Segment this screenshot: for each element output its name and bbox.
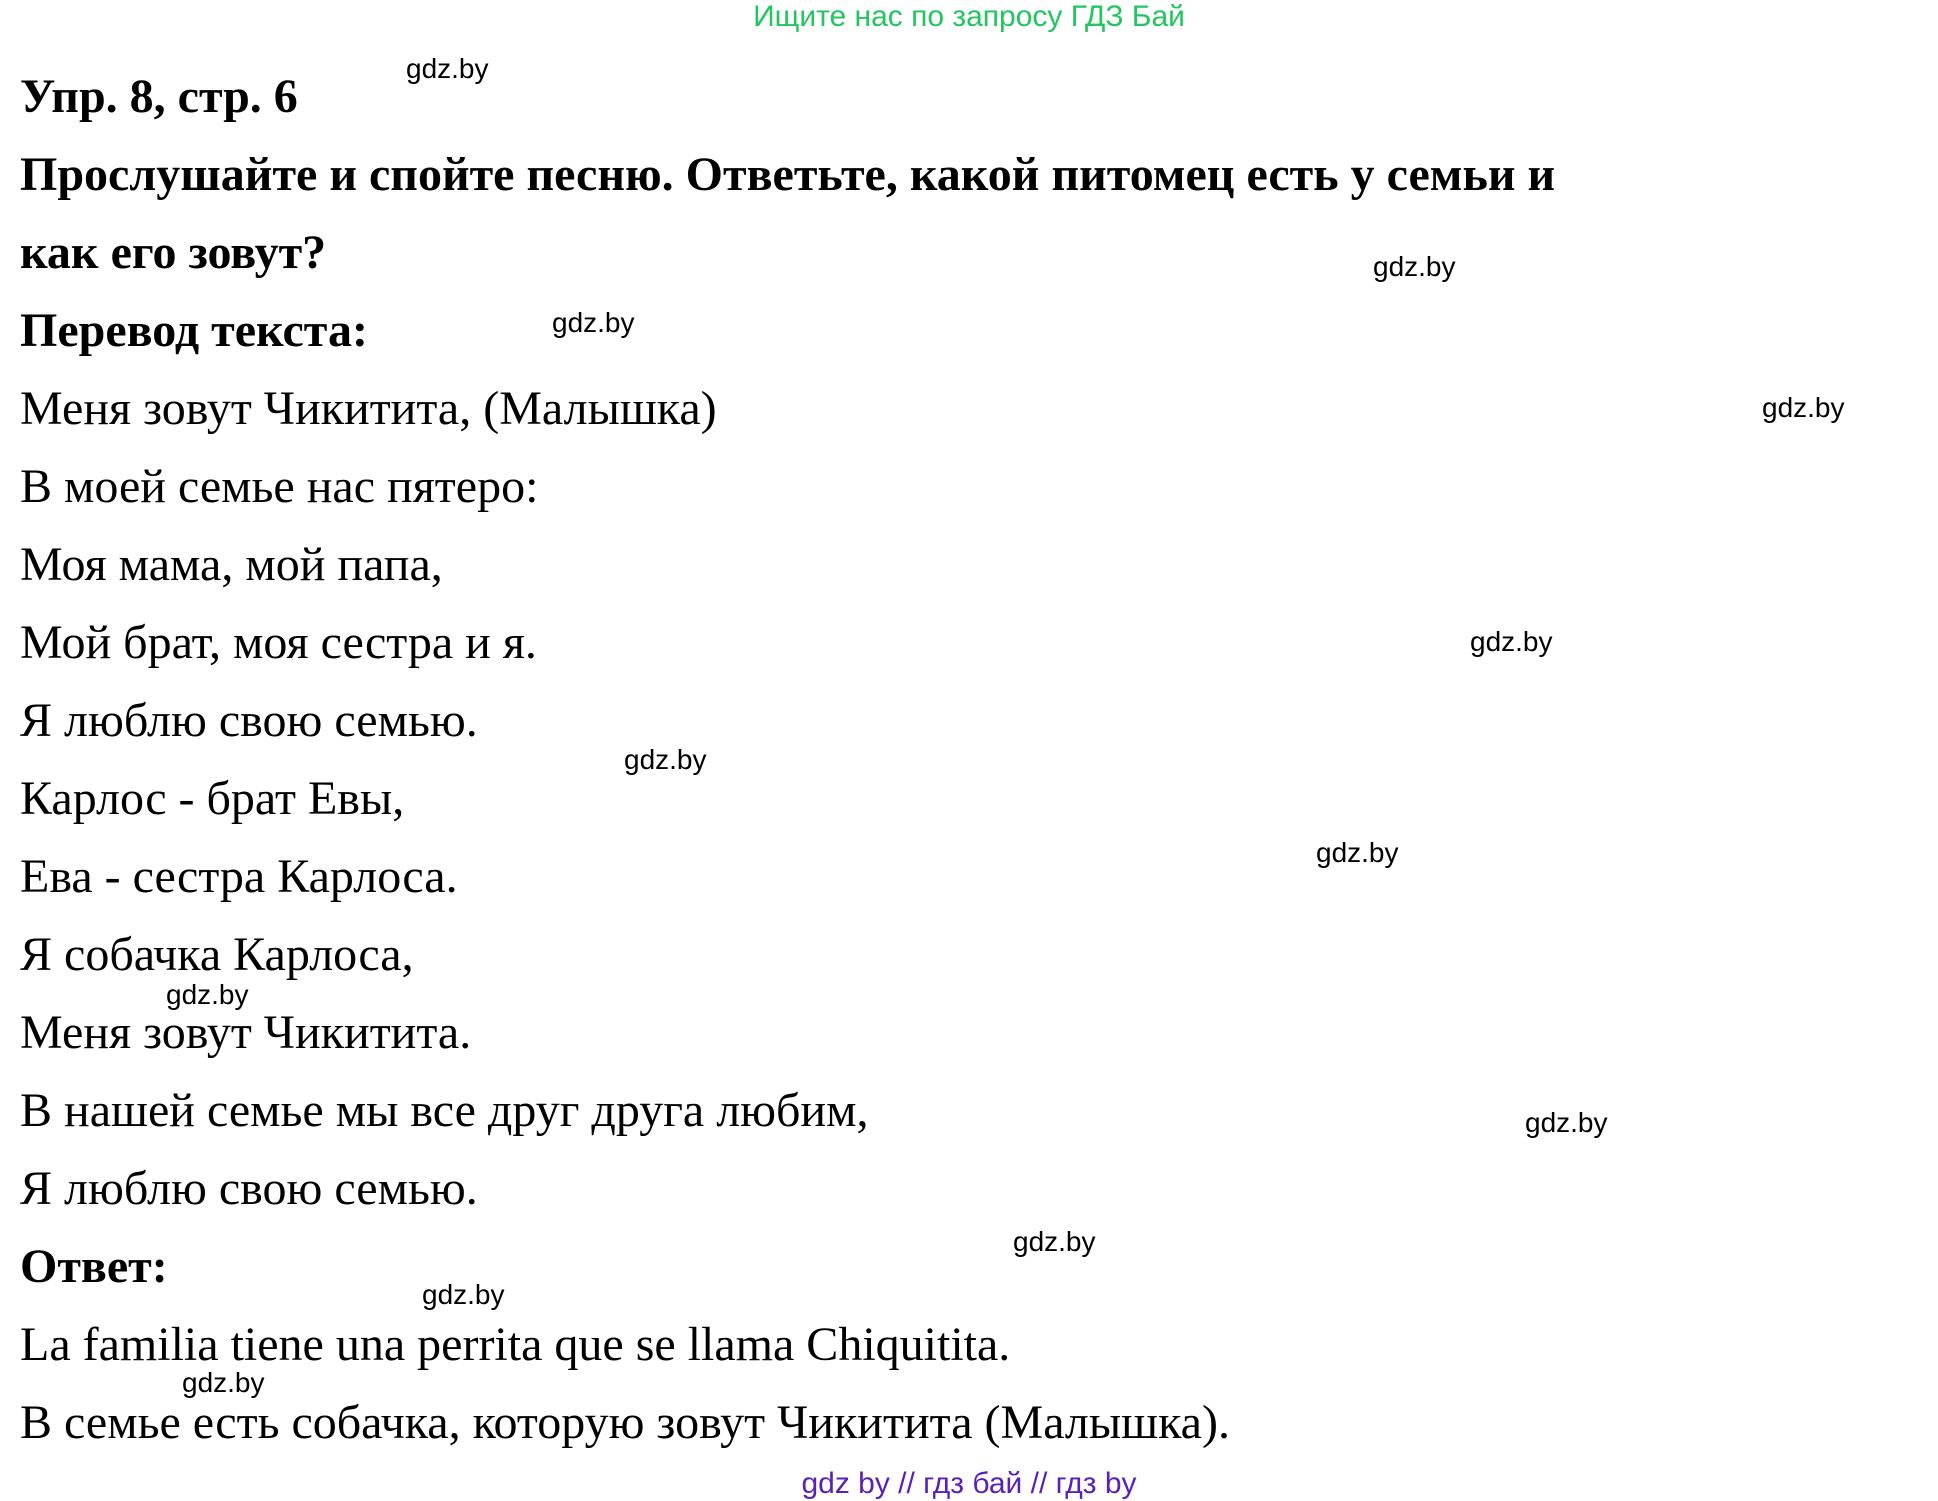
lyrics-line: Я собачка Карлоса,: [20, 928, 414, 981]
answer-russian: В семье есть собачка, которую зовут Чикитита (Малышка).: [20, 1396, 1230, 1449]
lyrics-line: Моя мама, мой папа,: [20, 538, 443, 591]
watermark: gdz.by: [552, 307, 635, 338]
lyrics-line: В моей семье нас пятеро:: [20, 460, 539, 513]
watermark: gdz.by: [166, 979, 249, 1010]
footer-links[interactable]: gdz by // гдз бай // гдз by: [801, 1467, 1137, 1500]
lyrics-line: Меня зовут Чикитита.: [20, 1006, 472, 1059]
watermark: gdz.by: [422, 1279, 505, 1310]
watermark: gdz.by: [182, 1367, 265, 1398]
lyrics-line: Меня зовут Чикитита, (Малышка): [20, 382, 717, 435]
document-content: [20, 58, 1920, 1462]
lyrics-line: Мой брат, моя сестра и я.: [20, 616, 537, 669]
lyrics-line: Я люблю свою семью.: [20, 694, 478, 747]
watermark: gdz.by: [1525, 1107, 1608, 1138]
lyrics-line: Ева - сестра Карлоса.: [20, 850, 458, 903]
lyrics-line: Я люблю свою семью.: [20, 1162, 478, 1215]
task-instruction-line-2: как его зовут?: [20, 226, 327, 279]
watermark: gdz.by: [1373, 251, 1456, 282]
watermark: gdz.by: [1470, 626, 1553, 657]
lyrics-line: Карлос - брат Евы,: [20, 772, 405, 825]
watermark: gdz.by: [624, 744, 707, 775]
watermark: gdz.by: [1013, 1226, 1096, 1257]
exercise-title: Упр. 8, стр. 6: [20, 70, 298, 123]
watermark: gdz.by: [406, 53, 489, 84]
watermark: gdz.by: [1762, 392, 1845, 423]
task-instruction-line-1: Прослушайте и спойте песню. Ответьте, какой питомец есть у семьи и: [20, 148, 1556, 201]
translation-heading: Перевод текста:: [20, 304, 368, 357]
top-banner[interactable]: Ищите нас по запросу ГДЗ Бай: [753, 0, 1185, 33]
lyrics-line: В нашей семье мы все друг друга любим,: [20, 1084, 869, 1137]
answer-spanish: La familia tiene una perrita que se llama Chiquitita.: [20, 1318, 1011, 1371]
answer-heading: Ответ:: [20, 1240, 168, 1293]
watermark: gdz.by: [1316, 837, 1399, 868]
